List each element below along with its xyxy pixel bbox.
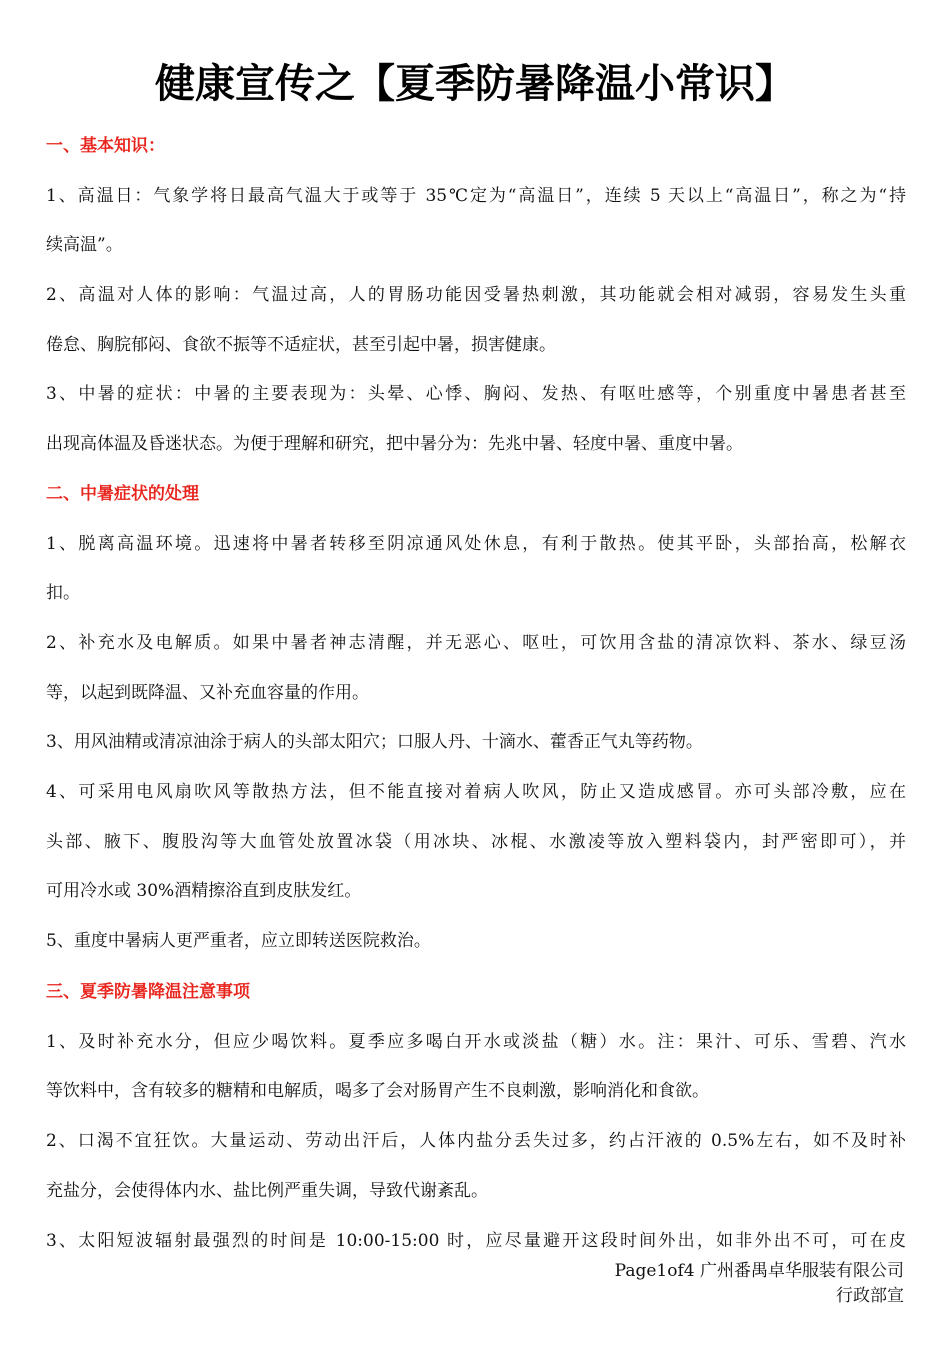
- paragraph-line: 扣。: [46, 583, 80, 603]
- paragraph-line: 1、及时补充水分，但应少喝饮料。夏季应多喝白开水或淡盐（糖）水。注：果汁、可乐、雪碧、汽水: [46, 1032, 906, 1052]
- paragraph-line: 2、高温对人体的影响：气温过高，人的胃肠功能因受暑热刺激，其功能就会相对减弱，容易发生头重: [46, 285, 906, 305]
- paragraph-line: 3、太阳短波辐射最强烈的时间是 10:00-15:00 时，应尽量避开这段时间外出，如非外出不可，可在皮: [46, 1231, 906, 1251]
- paragraph-line: 2、补充水及电解质。如果中暑者神志清醒，并无恶心、呕吐，可饮用含盐的清凉饮料、茶水、绿豆汤: [46, 633, 906, 653]
- paragraph-line: 等，以起到既降温、又补充血容量的作用。: [46, 683, 369, 703]
- paragraph-line: 头部、腋下、腹股沟等大血管处放置冰袋（用冰块、冰棍、水激凌等放入塑料袋内，封严密即可），并: [46, 832, 906, 852]
- paragraph-line: 1、脱离高温环境。迅速将中暑者转移至阴凉通风处休息，有利于散热。使其平卧，头部抬高，松解衣: [46, 534, 906, 554]
- paragraph-line: 3、用风油精或清凉油涂于病人的头部太阳穴；口服人丹、十滴水、藿香正气丸等药物。: [46, 732, 703, 752]
- paragraph-line: 等饮料中，含有较多的糖精和电解质，喝多了会对肠胃产生不良刺激，影响消化和食欲。: [46, 1081, 709, 1101]
- paragraph-line: 倦怠、胸脘郁闷、食欲不振等不适症状，甚至引起中暑，损害健康。: [46, 335, 556, 355]
- section-heading-basics: 一、基本知识：: [46, 136, 165, 156]
- paragraph-line: 5、重度中暑病人更严重者，应立即转送医院救治。: [46, 931, 431, 951]
- paragraph-line: 1、高温日：气象学将日最高气温大于或等于 35℃定为“高温日”，连续 5 天以上“高温日”，称之为“持: [46, 186, 906, 206]
- page-footer-number: Page1of4 广州番禺卓华服装有限公司: [614, 1261, 904, 1281]
- section-heading-treatment: 二、中暑症状的处理: [46, 484, 199, 504]
- page-footer-department: 行政部宣: [836, 1286, 904, 1306]
- paragraph-line: 4、可采用电风扇吹风等散热方法，但不能直接对着病人吹风，防止又造成感冒。亦可头部冷敷，应在: [46, 782, 906, 802]
- paragraph-line: 2、口渴不宜狂饮。大量运动、劳动出汗后，人体内盐分丢失过多，约占汗液的 0.5%左右，如不及时补: [46, 1131, 906, 1151]
- paragraph-line: 可用冷水或 30%酒精擦浴直到皮肤发红。: [46, 881, 362, 901]
- paragraph-line: 3、中暑的症状：中暑的主要表现为：头晕、心悸、胸闷、发热、有呕吐感等，个别重度中暑患者甚至: [46, 384, 906, 404]
- page-title: 健康宣传之【夏季防暑降温小常识】: [155, 61, 795, 107]
- paragraph-line: 充盐分，会使得体内水、盐比例严重失调，导致代谢紊乱。: [46, 1181, 488, 1201]
- paragraph-line: 续高温”。: [46, 235, 123, 255]
- paragraph-line: 出现高体温及昏迷状态。为便于理解和研究，把中暑分为：先兆中暑、轻度中暑、重度中暑。: [46, 434, 743, 454]
- section-heading-precautions: 三、夏季防暑降温注意事项: [46, 982, 250, 1002]
